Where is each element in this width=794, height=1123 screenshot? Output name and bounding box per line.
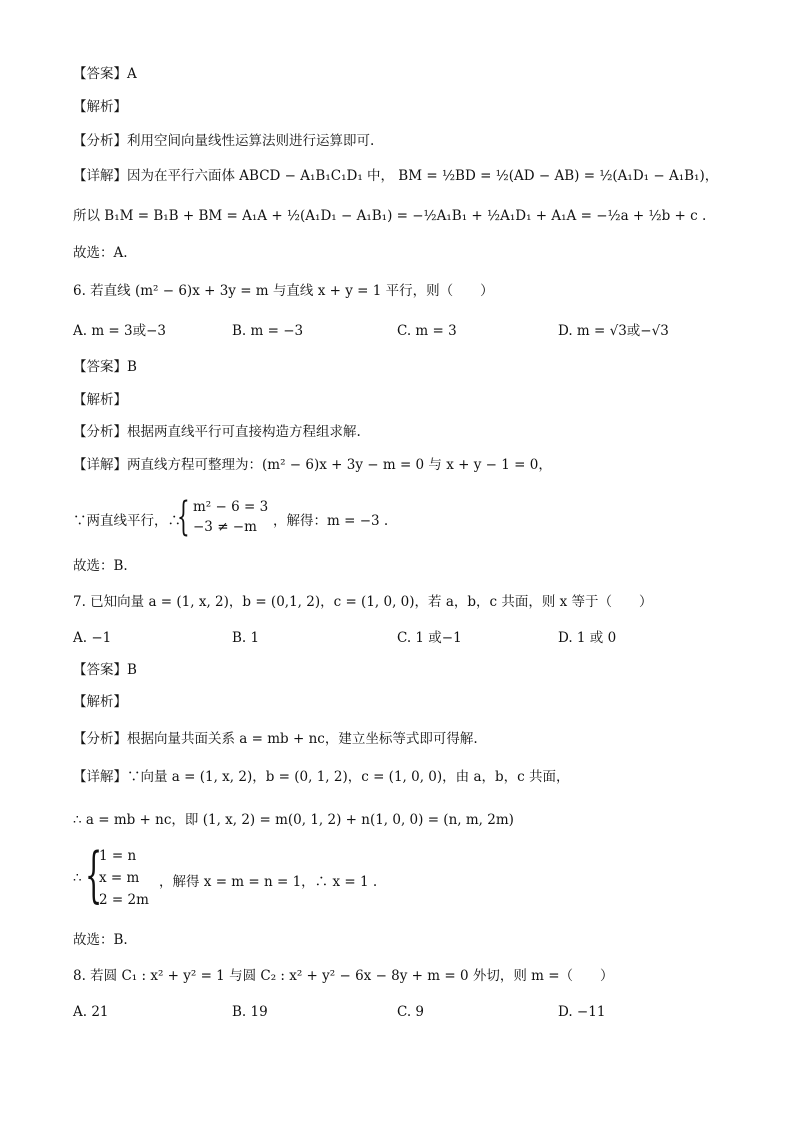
q6-detail-line1: 【详解】两直线方程可整理为：(m² − 6)x + 3y − m = 0 与 x + y − 1 = 0，: [73, 457, 552, 473]
q8-option-d: D. −11: [558, 1004, 606, 1020]
q7-system-eq1: 1 = n: [99, 848, 137, 864]
q6-option-b: B. m = −3: [232, 323, 304, 339]
q6-system-block: [73, 494, 473, 541]
q7-system-block: [73, 840, 493, 912]
q5-method: 【分析】利用空间向量线性运算法则进行运算即可.: [73, 133, 375, 149]
q8-stem: 8. 若圆 C₁ : x² + y² = 1 与圆 C₂ : x² + y² − 6x − 8y + m = 0 外切，则 m =（ ）: [73, 968, 614, 984]
q5-detail-line1: 【详解】因为在平行六面体 ABCD − A₁B₁C₁D₁ 中， BM = ½BD = ½(AD − AB) = ½(A₁D₁ − A₁B₁)，: [73, 168, 719, 184]
q5-detail-line2: 所以 B₁M = B₁B + BM = A₁A + ½(A₁D₁ − A₁B₁) = −½A₁B₁ + ½A₁D₁ + A₁A = −½a + ½b + c .: [73, 208, 707, 224]
q6-option-c: C. m = 3: [397, 323, 457, 339]
q6-detail-prefix: ∵两直线平行，∴: [73, 513, 181, 529]
q6-conclusion: 故选：B.: [73, 558, 128, 574]
q6-option-d: D. m = √3或−√3: [558, 323, 669, 339]
q6-system-eq1: m² − 6 = 3: [193, 499, 269, 515]
q7-conclusion: 故选：B.: [73, 932, 128, 948]
q7-method: 【分析】根据向量共面关系 a = mb + nc，建立坐标等式即可得解.: [73, 731, 478, 747]
q7-detail-line1: 【详解】∵向量 a = (1, x, 2)，b = (0, 1, 2)，c = (1, 0, 0)，由 a，b，c 共面，: [73, 769, 570, 785]
q8-option-b: B. 19: [232, 1004, 268, 1020]
q7-option-d: D. 1 或 0: [558, 630, 617, 646]
q8-option-a: A. 21: [73, 1004, 109, 1020]
q6-method: 【分析】根据两直线平行可直接构造方程组求解.: [73, 424, 361, 440]
q7-system-prefix: ∴: [73, 870, 82, 886]
q5-analysis-header: 【解析】: [73, 99, 127, 115]
q5-answer: 【答案】A: [73, 66, 137, 82]
q8-option-c: C. 9: [397, 1004, 425, 1020]
q7-answer: 【答案】B: [73, 662, 137, 678]
q7-option-c: C. 1 或−1: [397, 630, 462, 646]
q7-stem: 7. 已知向量 a = (1, x, 2)，b = (0,1, 2)，c = (1, 0, 0)，若 a，b，c 共面，则 x 等于（ ）: [73, 594, 653, 610]
q7-system-brace: {: [85, 840, 103, 910]
q7-system-eq2: x = m: [99, 870, 140, 886]
q7-option-a: A. −1: [73, 630, 112, 646]
q6-system-eq2: −3 ≠ −m: [193, 519, 257, 535]
q6-system-brace: {: [177, 494, 190, 540]
q7-option-b: B. 1: [232, 630, 260, 646]
q7-analysis-header: 【解析】: [73, 694, 127, 710]
q6-analysis-header: 【解析】: [73, 392, 127, 408]
q6-answer: 【答案】B: [73, 359, 137, 375]
q6-option-a: A. m = 3或−3: [73, 323, 167, 339]
q6-stem: 6. 若直线 (m² − 6)x + 3y = m 与直线 x + y = 1 平行，则（ ）: [73, 283, 494, 299]
q7-system-eq3: 2 = 2m: [99, 892, 149, 908]
q7-system-suffix: ，解得 x = m = n = 1，∴ x = 1 .: [159, 874, 378, 890]
q7-detail-line2: ∴ a = mb + nc，即 (1, x, 2) = m(0, 1, 2) + n(1, 0, 0) = (n, m, 2m): [73, 812, 514, 828]
q5-conclusion: 故选：A.: [73, 245, 128, 261]
q6-detail-suffix: ，解得：m = −3 .: [273, 513, 389, 529]
